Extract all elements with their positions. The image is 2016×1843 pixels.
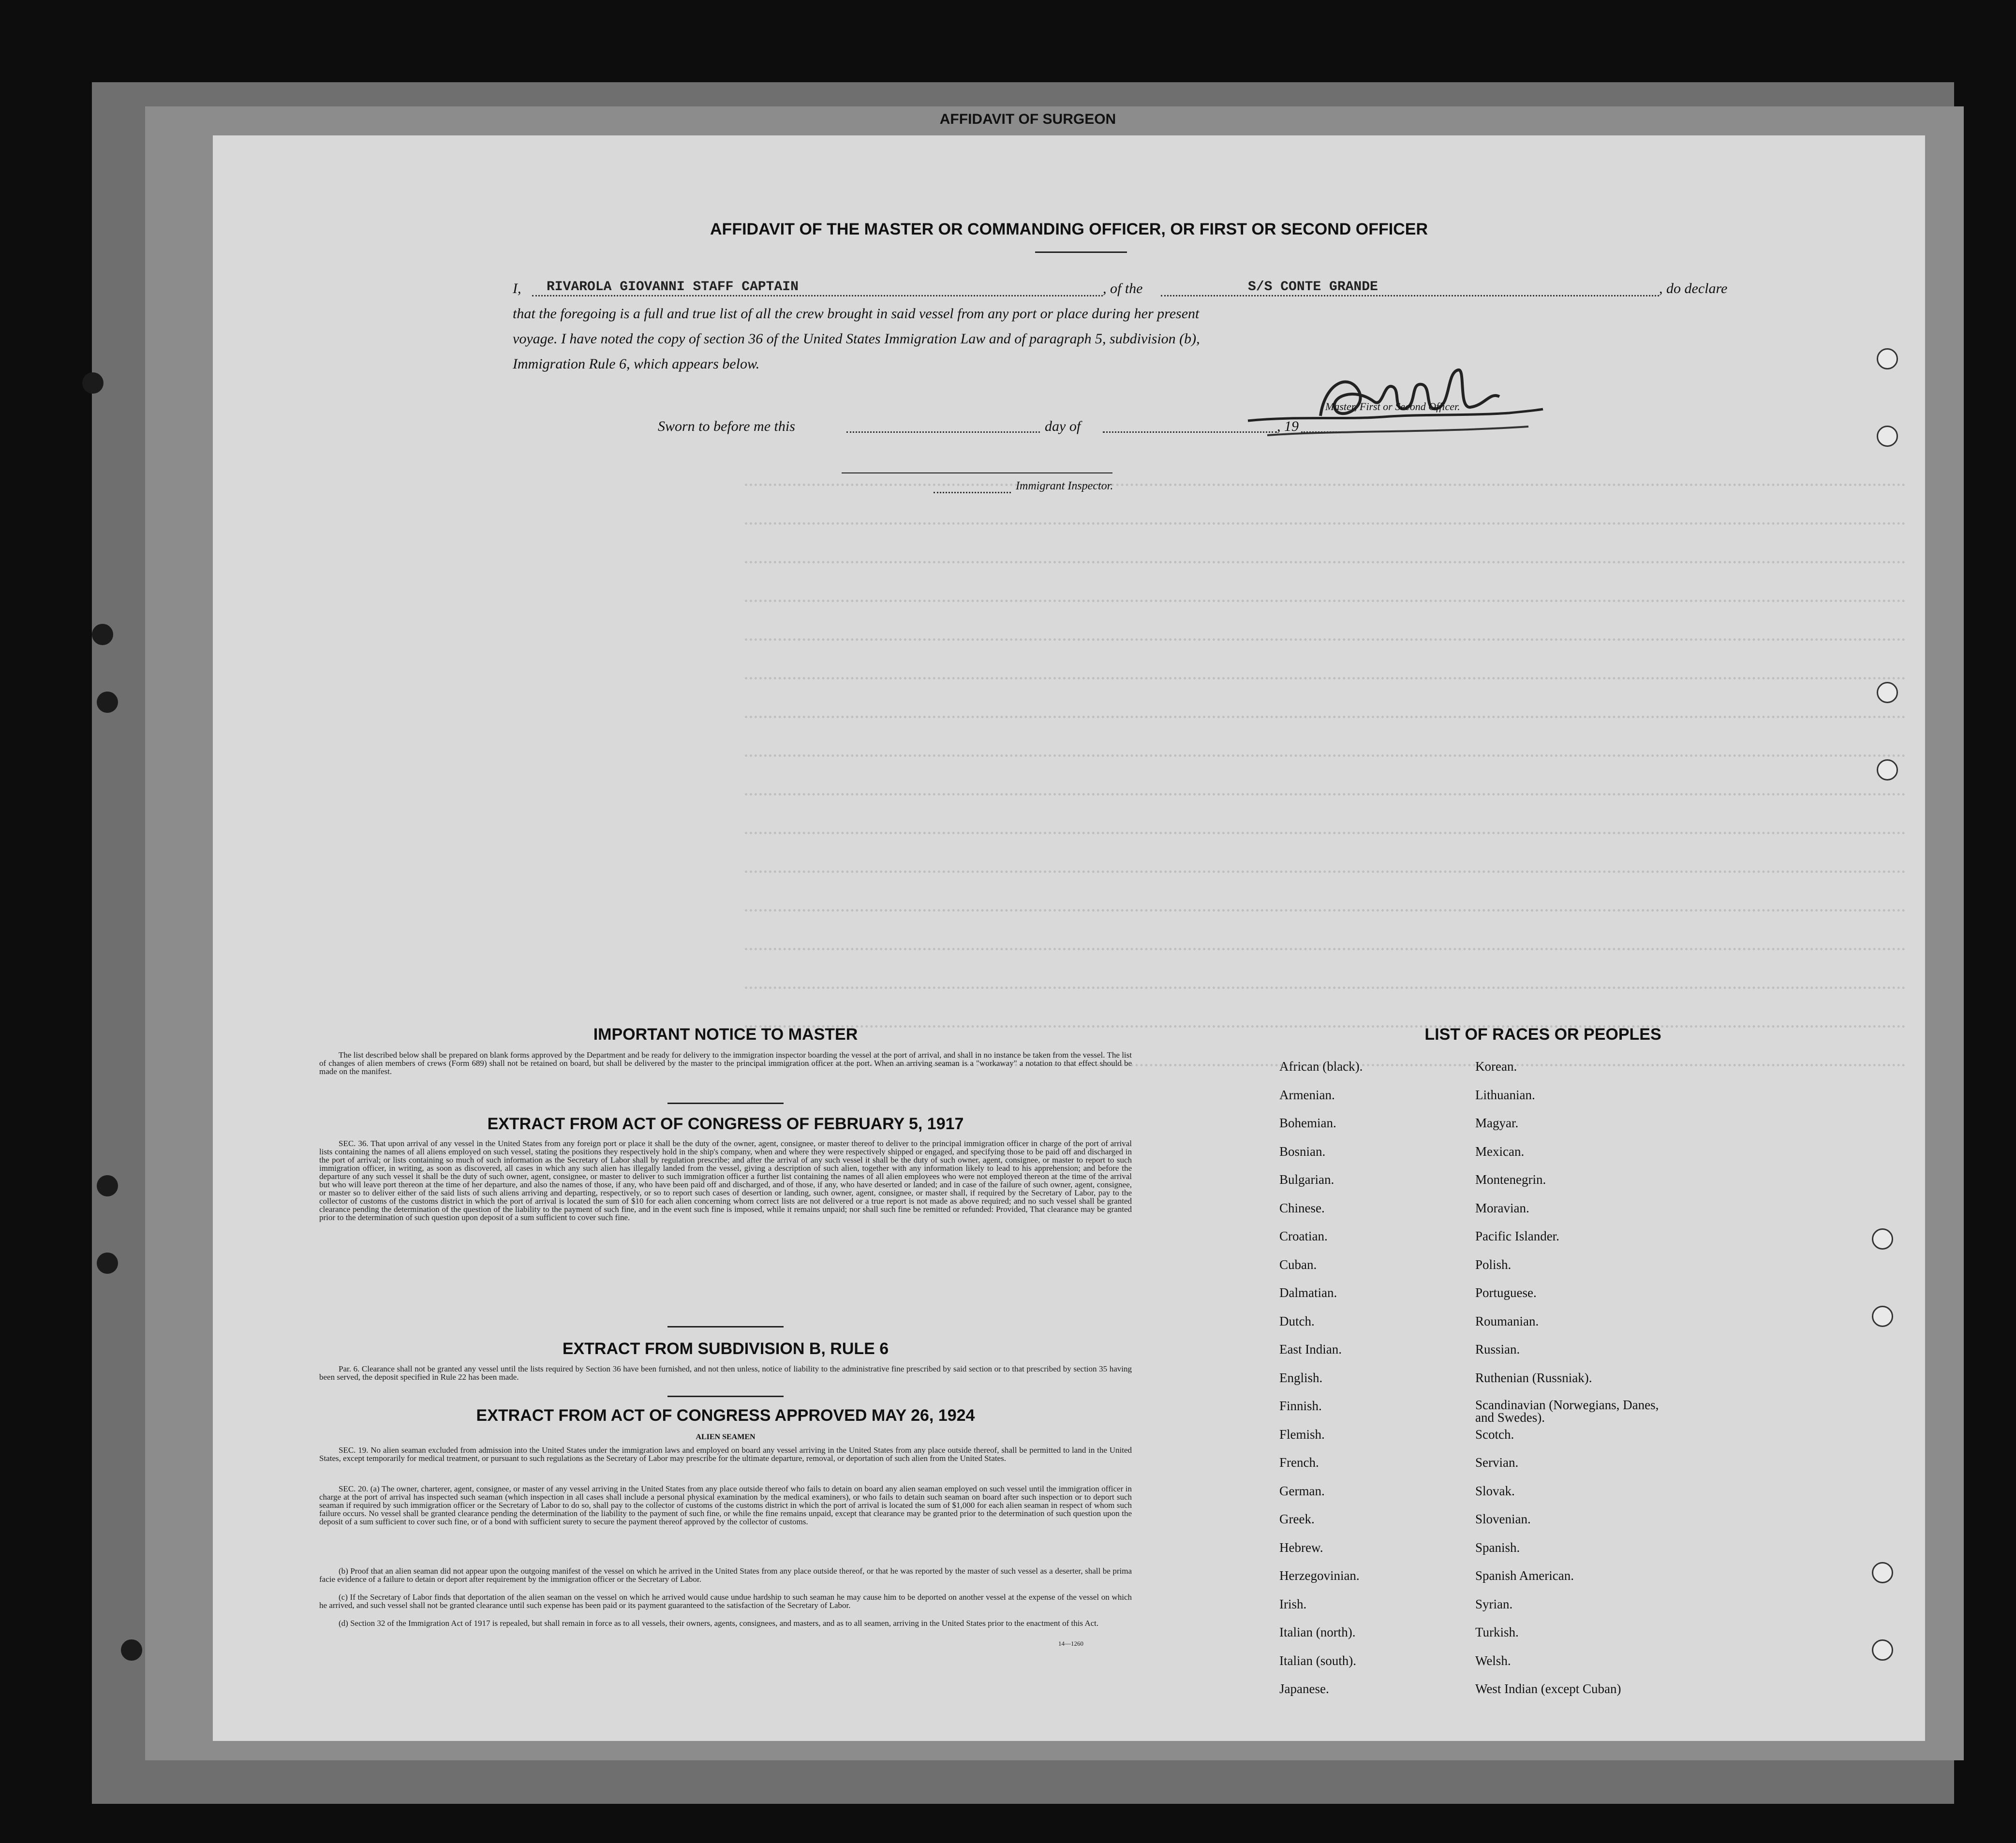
declaration-line-3: voyage. I have noted the copy of section 36 of the United States Immigration Law and of paragraph 5, subdivision (b), <box>513 331 1200 347</box>
extract-1924-subtitle: ALIEN SEAMEN <box>696 1433 756 1441</box>
back-sheet-title: AFFIDAVIT OF SURGEON <box>939 111 1116 127</box>
extract-1924-sec20d: (d) Section 32 of the Immigration Act of 1917 is repealed, but shall remain in force as to all vessels, their owners, agents, consignees, and masters, and as to all seamen, arriving in the United States prior to the enactment of this Act. <box>339 1619 1099 1628</box>
binder-hole <box>1872 1306 1893 1327</box>
bleed-through-row <box>745 624 1906 641</box>
race-item: Spanish. <box>1475 1540 1520 1555</box>
race-item: Portuguese. <box>1475 1285 1537 1300</box>
notice-text: The list described below shall be prepared on blank forms approved by the Department and be ready for delivery to the immigration inspector boarding the vessel at the port of arrival, and shall in no instance be taken from the vessel. The list of changes of alien members of crews (Form 689) shall not be retained on board, but shall be delivered by the master to the principal immigration officer at the port. When an arriving seaman is a "workaway" a notation to that effect should be made on the manifest. <box>319 1050 1132 1076</box>
inspector-dotted-line <box>934 492 1011 493</box>
bleed-through-row <box>745 972 1906 989</box>
binder-hole <box>121 1639 142 1661</box>
declaration-line-1 <box>513 280 521 297</box>
race-item: Italian (south). <box>1279 1653 1356 1668</box>
race-item: Servian. <box>1475 1455 1519 1470</box>
vessel-name-line <box>1161 295 1659 296</box>
race-item: African (black). <box>1279 1059 1363 1074</box>
extract-1917-text: SEC. 36. That upon arrival of any vessel in the United States from any foreign port or place it shall be the duty of the owner, agent, consignee, or master thereof to deliver to the principal immigration officer in charge of the port of arrival lists containing the names of all aliens employed on such vessel, stating the positions they respectively hold in the ship's company, when and where they were respectively shipped or engaged, and specifying those to be paid off and discharged in the port of arrival; or lists containing so much of such information as the Secretary of Labor shall by regulation prescribe; and after the arrival of any such vessel it shall be the duty of such owner, agent, consignee, or master to report to such immigration officer, in writing, as soon as discovered, all cases in which any such alien has illegally landed from the vessel, giving a description of such alien, together with any information likely to lead to his apprehension; and before the departure of any such vessel it shall be the duty of such owner, agent, consignee, or master to deliver to such immigration officer a further list containing the names of all alien employees who were not employed thereon at the time of the arrival but who will leave port thereon at the time of her departure, and also the names of those, if any, who have been paid off and discharged, and of those, if any, who have deserted or landed; and in case of the failure of such owner, agent, consignee, or master so to deliver either of the said lists of such aliens arriving and departing, respectively, or so to report such cases of desertion or landing, such owner, agent, consignee, or master shall, if required by the Secretary of Labor, pay to the collector of customs of the customs district in which the port of arrival is located the sum of $10 for each alien concerning whom correct lists are not delivered or a true report is not made as above required; and no such vessel shall be granted clearance pending the determination of the question of the liability to the payment of such fine, and in the event such fine is imposed, while it remains unpaid; nor shall such fine be remitted or refunded: Provided, That clearance may be granted prior to the determination of such question upon deposit of a sum sufficient to cover such fine. <box>319 1139 1132 1222</box>
race-item: Mexican. <box>1475 1144 1525 1159</box>
race-item: German. <box>1279 1483 1325 1498</box>
race-item: Hebrew. <box>1279 1540 1323 1555</box>
race-item: Bohemian. <box>1279 1116 1336 1130</box>
race-item: Montenegrin. <box>1475 1172 1546 1187</box>
rule6-rule <box>667 1396 784 1397</box>
sworn-year-line <box>1301 431 1340 433</box>
race-item: Pacific Islander. <box>1475 1229 1559 1243</box>
race-item: Bosnian. <box>1279 1144 1326 1159</box>
race-item: Turkish. <box>1475 1625 1519 1639</box>
of-the-label: , of the <box>1103 280 1143 296</box>
binder-hole <box>1877 348 1898 369</box>
inspector-label: Immigrant Inspector. <box>1016 480 1113 492</box>
race-item: Korean. <box>1475 1059 1517 1074</box>
binder-hole <box>1877 682 1898 703</box>
affidavit-title-rule <box>1035 251 1127 253</box>
extract-1917-title: EXTRACT FROM ACT OF CONGRESS OF FEBRUARY 5, 1917 <box>487 1115 964 1133</box>
race-item: Lithuanian. <box>1475 1087 1535 1102</box>
binder-hole <box>1872 1639 1893 1661</box>
sworn-day-of: day of <box>1045 418 1081 434</box>
race-item: Moravian. <box>1475 1200 1529 1215</box>
race-item: Croatian. <box>1279 1229 1328 1243</box>
extract-1924-sec20c: (c) If the Secretary of Labor finds that deportation of the alien seaman on the vessel on which he arrived would cause undue hardship to such seaman he may cause him to be deported on another vessel at the expense of the vessel on which he arrived, and such vessel shall not be granted clearance until such expense has been paid or its payment guaranteed to the satisfaction of the Secretary of Labor. <box>319 1592 1132 1610</box>
rule6-title: EXTRACT FROM SUBDIVISION B, RULE 6 <box>562 1340 889 1358</box>
affidavit-title: AFFIDAVIT OF THE MASTER OR COMMANDING OFFICER, OR FIRST OR SECOND OFFICER <box>710 220 1428 238</box>
race-item: Japanese. <box>1279 1681 1329 1696</box>
races-title: LIST OF RACES OR PEOPLES <box>1424 1025 1661 1044</box>
race-item: Flemish. <box>1279 1427 1325 1442</box>
inspector-signature-line <box>842 472 1112 473</box>
race-item: Spanish American. <box>1475 1568 1574 1583</box>
race-item: Roumanian. <box>1475 1313 1539 1328</box>
race-item: Magyar. <box>1475 1116 1519 1130</box>
race-item: Syrian. <box>1475 1596 1513 1611</box>
extract-1924-title: EXTRACT FROM ACT OF CONGRESS APPROVED MAY 26, 1924 <box>476 1406 975 1425</box>
binder-hole <box>97 1253 118 1274</box>
notice-rule <box>667 1103 784 1104</box>
binder-hole <box>1872 1562 1893 1583</box>
race-item: Armenian. <box>1279 1087 1335 1102</box>
bleed-through-row <box>745 585 1906 602</box>
races-column-right <box>1475 1059 1678 1710</box>
race-item: Scotch. <box>1475 1427 1514 1442</box>
notice-title: IMPORTANT NOTICE TO MASTER <box>593 1025 858 1044</box>
rule6-text: Par. 6. Clearance shall not be granted any vessel until the lists required by Section 36 have been furnished, and not then unless, notice of liability to the administrative fine prescribed by said section or to that prescribed by section 35 having been served, the deposit specified in Rule 22 has been made. <box>319 1364 1132 1382</box>
race-item: Italian (north). <box>1279 1625 1356 1639</box>
bleed-through-row <box>745 469 1906 486</box>
sworn-year-prefix: , 19 <box>1277 418 1299 434</box>
race-item: East Indian. <box>1279 1342 1342 1356</box>
race-item: Dalmatian. <box>1279 1285 1337 1300</box>
race-item: West Indian (except Cuban) <box>1475 1681 1621 1696</box>
declaration-line-4: Immigration Rule 6, which appears below. <box>513 356 760 372</box>
extract-1917-rule <box>667 1326 784 1327</box>
bleed-through-row <box>745 546 1906 563</box>
race-item: Ruthenian (Russniak). <box>1475 1370 1592 1385</box>
race-item: Herzegovinian. <box>1279 1568 1360 1583</box>
race-item: Slovak. <box>1475 1483 1515 1498</box>
bleed-through-row <box>745 895 1906 912</box>
sworn-label: Sworn to before me this <box>658 418 795 434</box>
binder-hole <box>1877 426 1898 447</box>
race-item: Polish. <box>1475 1257 1512 1272</box>
race-item: Dutch. <box>1279 1313 1315 1328</box>
form-number: 14—1260 <box>1058 1640 1083 1647</box>
race-item: English. <box>1279 1370 1323 1385</box>
sworn-month-line <box>1103 431 1277 433</box>
bleed-through-row <box>745 701 1906 718</box>
race-item: French. <box>1279 1455 1319 1470</box>
bleed-through-row <box>745 663 1906 679</box>
extract-1924-sec20b: (b) Proof that an alien seaman did not appear upon the outgoing manifest of the vessel on which he arrived in the United States from any place outside thereof, or that he was reported by the master of such vessel as a deserter, shall be prima facie evidence of a failure to detain or deport after requirement by the immigration officer or the Secretary of Labor. <box>319 1566 1132 1584</box>
extract-1924-sec20a: SEC. 20. (a) The owner, charterer, agent, consignee, or master of any vessel arriving in the United States from any place outside thereof who fails to detain on board any alien seaman employed on such vessel until the immigration officer in charge at the port of arrival has inspected such seaman (which inspection in all cases shall include a personal physical examination by the medical examiners), or who fails to detain such seaman on board after such inspection or to deport such seaman if required by such immigration officer or the Secretary of Labor to do so, shall pay to the collector of customs of the customs district in which the port of arrival is located the sum of $1,000 for each alien seaman in respect of whom such failure occurs. No vessel shall be granted clearance pending the determination of the liability to the payment of such fine, or while the fine remains unpaid, except that clearance may be granted prior to the determination of such question upon the deposit of a sum sufficient to cover such fine, or of a bond with sufficient surety to secure the payment thereof approved by the collector of customs. <box>319 1484 1132 1526</box>
extract-1924-sec19: SEC. 19. No alien seaman excluded from admission into the United States under the immigration laws and employed on board any vessel arriving in the United States from any place outside thereof, shall be permitted to land in the United States, except temporarily for medical treatment, or pursuant to such regulations as the Secretary of Labor may prescribe for the ultimate departure, removal, or deportation of such alien from the United States. <box>319 1445 1132 1463</box>
bleed-through-row <box>745 856 1906 873</box>
race-item: Welsh. <box>1475 1653 1511 1668</box>
signature-caption: Master, First or Second Officer. <box>1325 400 1460 413</box>
bleed-through-row <box>745 508 1906 525</box>
race-item: Chinese. <box>1279 1200 1325 1215</box>
race-item: Russian. <box>1475 1342 1520 1356</box>
races-column-left <box>1279 1059 1363 1710</box>
declaration-prefix: I, <box>513 280 521 296</box>
race-item: Greek. <box>1279 1512 1315 1526</box>
sworn-day-line <box>846 431 1040 433</box>
binder-hole <box>1872 1228 1893 1250</box>
vessel-name: S/S CONTE GRANDE <box>1248 280 1378 295</box>
race-item: Finnish. <box>1279 1399 1322 1413</box>
binder-hole <box>97 692 118 713</box>
race-item: Irish. <box>1279 1596 1307 1611</box>
race-item: Bulgarian. <box>1279 1172 1334 1187</box>
binder-hole <box>97 1175 118 1196</box>
bleed-through-row <box>745 933 1906 950</box>
race-item: Slovenian. <box>1475 1512 1531 1526</box>
binder-hole <box>1877 759 1898 781</box>
master-name: RIVAROLA GIOVANNI STAFF CAPTAIN <box>547 280 799 295</box>
bleed-through-row <box>745 740 1906 757</box>
declaration-line-2: that the foregoing is a full and true list of all the crew brought in said vessel from any port or place during her present <box>513 306 1200 322</box>
declare-label: , do declare <box>1659 280 1728 296</box>
race-item: Scandinavian (Norwegians, Danes, and Swedes). <box>1475 1398 1659 1425</box>
bleed-through-row <box>745 817 1906 834</box>
binder-hole <box>82 372 104 394</box>
master-name-line <box>532 295 1103 296</box>
race-item: Cuban. <box>1279 1257 1317 1272</box>
binder-hole <box>92 624 113 645</box>
bleed-through-row <box>745 779 1906 796</box>
affidavit-page <box>213 135 1925 1741</box>
